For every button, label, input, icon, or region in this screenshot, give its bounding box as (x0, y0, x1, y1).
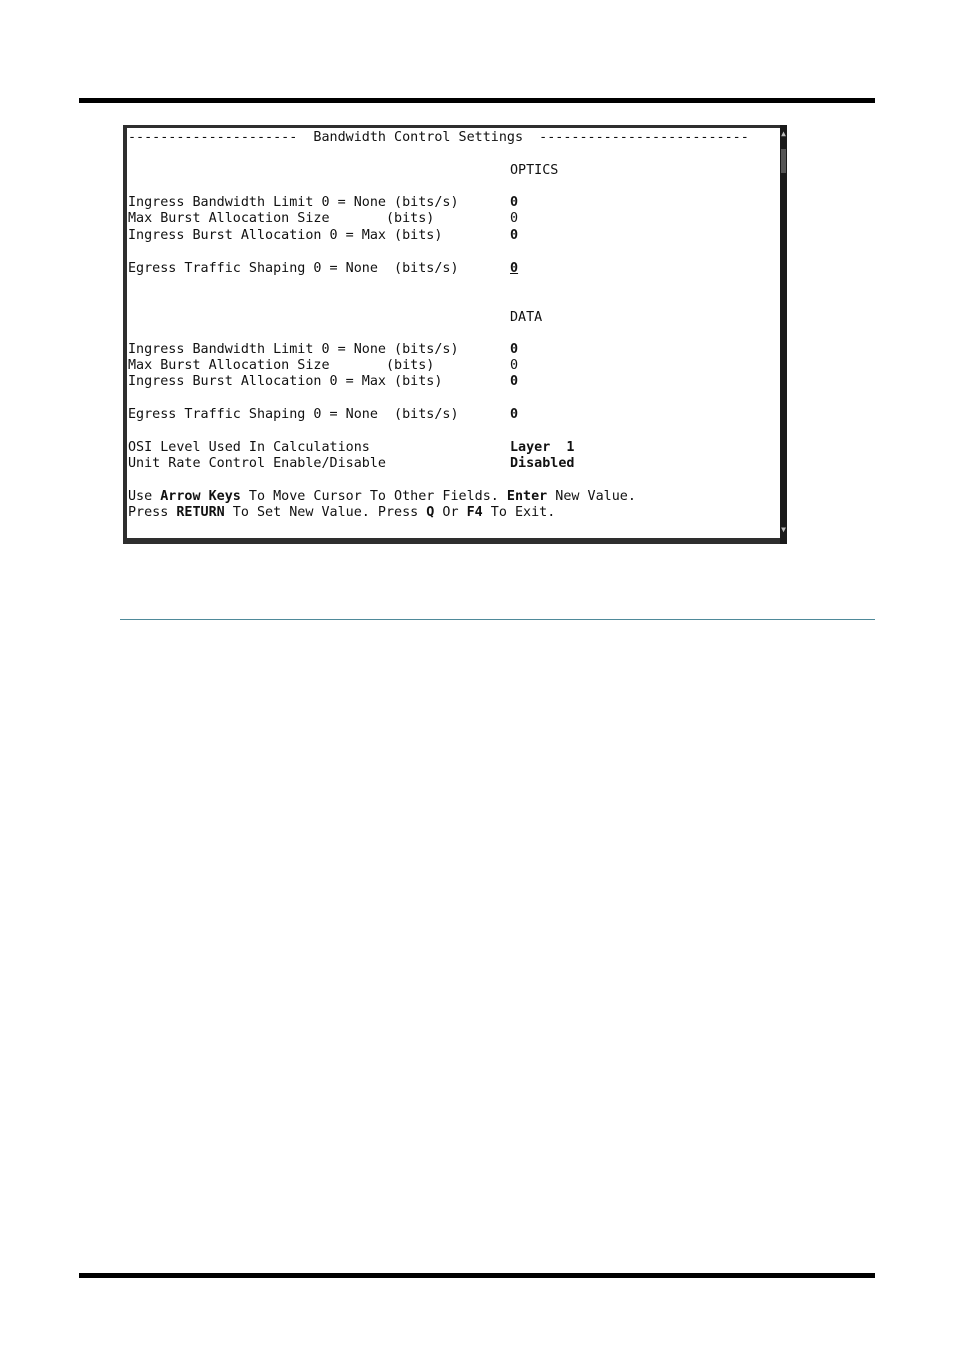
optics-egress-field[interactable]: 0 (510, 261, 519, 276)
osi-level-label: OSI Level Used In Calculations (128, 440, 370, 455)
data-egress-field[interactable]: 0 (510, 407, 519, 422)
optics-ingress-bw-label: Ingress Bandwidth Limit 0 = None (bits/s) (128, 195, 459, 210)
page-header-rule (79, 98, 875, 103)
optics-max-burst-label: Max Burst Allocation Size (bits) (128, 211, 435, 226)
data-max-burst-label: Max Burst Allocation Size (bits) (128, 358, 435, 373)
help-text: To Move Cursor To Other Fields. (240, 489, 507, 504)
data-max-burst-field[interactable]: 0 (510, 358, 519, 373)
help-key-f4: F4 (466, 505, 483, 520)
optics-max-burst-field[interactable]: 0 (510, 211, 519, 226)
optics-ingress-burst-field[interactable]: 0 (510, 228, 519, 243)
unit-rate-field[interactable]: Disabled (510, 456, 575, 471)
scroll-thumb[interactable] (781, 149, 786, 173)
data-heading: DATA (510, 310, 543, 325)
data-ingress-bw-label: Ingress Bandwidth Limit 0 = None (bits/s) (128, 342, 459, 357)
scroll-up-arrow-icon[interactable]: ▲ (781, 129, 786, 138)
help-line-2 (128, 505, 555, 521)
help-key-q: Q (426, 505, 435, 520)
help-text: Use (128, 489, 161, 504)
help-text: Press (128, 505, 177, 520)
help-key-enter: Enter (506, 489, 548, 504)
page-footer-rule (79, 1273, 875, 1278)
data-ingress-burst-field[interactable]: 0 (510, 374, 519, 389)
unit-rate-label: Unit Rate Control Enable/Disable (128, 456, 386, 471)
optics-ingress-burst-label: Ingress Burst Allocation 0 = Max (bits) (128, 228, 443, 243)
terminal-scrollbar[interactable] (780, 125, 787, 544)
help-key-return: RETURN (176, 505, 225, 520)
help-line-1 (128, 489, 636, 505)
help-text: To Exit. (482, 505, 556, 520)
terminal-screen (127, 128, 780, 538)
data-egress-label: Egress Traffic Shaping 0 = None (bits/s) (128, 407, 459, 422)
terminal-window (123, 125, 787, 544)
screen-title: --------------------- Bandwidth Control Settings -------------------------- (128, 130, 749, 145)
optics-ingress-bw-field[interactable]: 0 (510, 195, 519, 210)
help-text: To Set New Value. Press (224, 505, 427, 520)
section-divider (120, 619, 875, 620)
optics-heading: OPTICS (510, 163, 559, 178)
help-key-arrow-keys: Arrow Keys (160, 489, 241, 504)
help-text: New Value. (547, 489, 636, 504)
data-ingress-bw-field[interactable]: 0 (510, 342, 519, 357)
optics-egress-label: Egress Traffic Shaping 0 = None (bits/s) (128, 261, 459, 276)
osi-level-field[interactable]: Layer 1 (510, 440, 575, 455)
data-ingress-burst-label: Ingress Burst Allocation 0 = Max (bits) (128, 374, 443, 389)
scroll-down-arrow-icon[interactable]: ▼ (781, 525, 786, 534)
help-text: Or (434, 505, 467, 520)
